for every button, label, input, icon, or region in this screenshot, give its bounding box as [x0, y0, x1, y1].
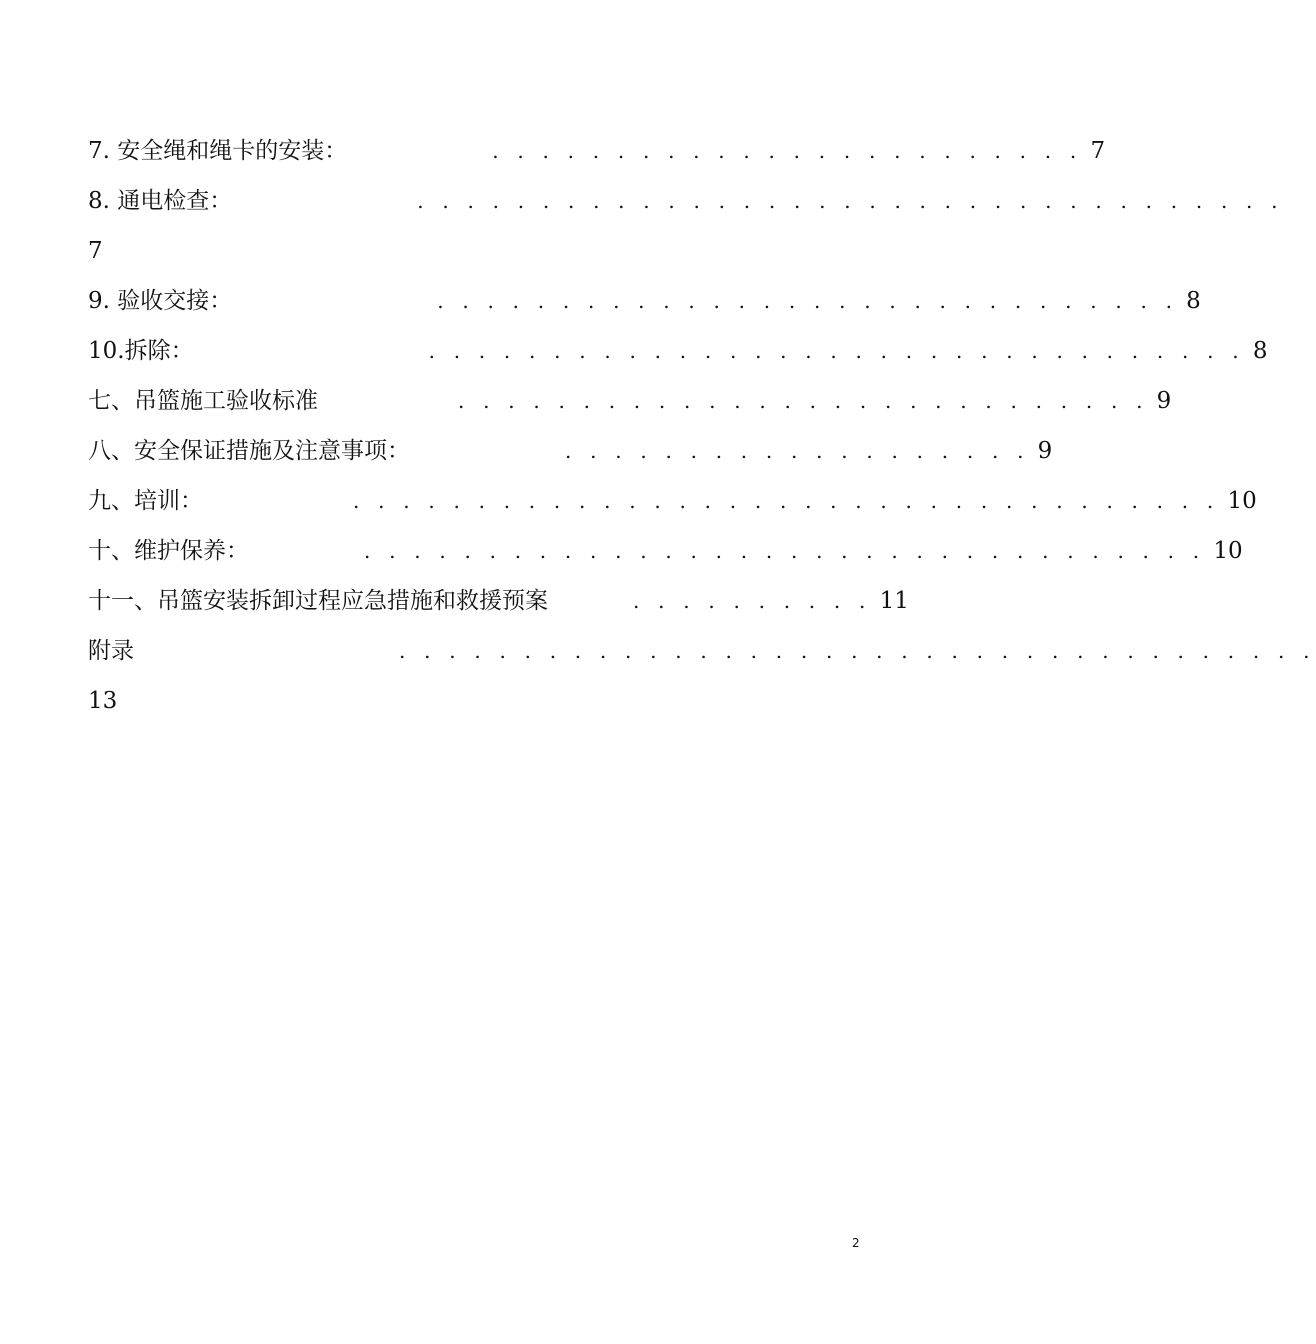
toc-entry-page: 10	[1213, 538, 1243, 564]
toc-entry[interactable]	[88, 376, 1172, 426]
toc-leader: . . . . . . . . . . . . . . . . . . . . . . . . . . . . . . . . . .	[364, 539, 1206, 563]
toc-entry-title: 附录	[88, 638, 134, 664]
toc-entry[interactable]	[88, 326, 1268, 376]
toc-leader: . . . . . . . . . . . . . . . . . . . . . . . .	[492, 139, 1083, 163]
toc-entry[interactable]	[88, 626, 1316, 676]
page-number: 2	[852, 1236, 860, 1250]
toc-entry-title: 九、培训：	[88, 488, 203, 514]
toc-entry-title: 七、吊篮施工验收标准	[88, 388, 318, 414]
toc-entry-page: 9	[1037, 438, 1053, 464]
toc-entry[interactable]	[88, 176, 1284, 226]
toc-entry-title: 9. 验收交接：	[88, 288, 233, 314]
toc-entry-title: 十一、吊篮安装拆卸过程应急措施和救援预案	[88, 588, 548, 614]
toc-entry-title: 8. 通电检查：	[88, 188, 233, 214]
toc-leader: . . . . . . . . . . . . . . . . . . . . . . . . . . . . . . . . . . .	[353, 489, 1220, 513]
toc-leader: . . . . . . . . . .	[633, 589, 872, 613]
toc-entry[interactable]	[88, 526, 1243, 576]
toc-entry-page: 10	[1227, 488, 1257, 514]
toc-entry-page: 8	[1252, 338, 1268, 364]
toc-leader: . . . . . . . . . . . . . . . . . . . . . . . . . . . . . . . . . . . . .	[399, 639, 1316, 663]
toc-entry-page-wrapped: 7	[88, 238, 103, 264]
toc-entry-title: 7. 安全绳和绳卡的安装：	[88, 138, 348, 164]
toc-entry[interactable]	[88, 126, 1106, 176]
toc-entry-page: 8	[1186, 288, 1201, 314]
toc-entry[interactable]	[88, 426, 1053, 476]
toc-entry-title: 十、维护保养：	[88, 538, 249, 564]
toc-leader: . . . . . . . . . . . . . . . . . . . . . . . . . . . . . . . . .	[428, 339, 1245, 363]
toc-entry-page: 7	[1090, 138, 1106, 164]
toc-leader: . . . . . . . . . . . . . . . . . . . . . . . . . . . .	[458, 389, 1149, 413]
toc-entry-page: 11	[879, 588, 909, 614]
toc-leader: . . . . . . . . . . . . . . . . . . .	[565, 439, 1030, 463]
table-of-contents	[88, 126, 1316, 726]
toc-entry-page-wrapped: 13	[88, 688, 118, 714]
toc-entry-title: 10.拆除：	[88, 338, 194, 364]
toc-entry[interactable]	[88, 476, 1257, 526]
toc-entry[interactable]	[88, 576, 909, 626]
toc-leader: . . . . . . . . . . . . . . . . . . . . . . . . . . . . . . . . . . .	[417, 189, 1284, 213]
toc-entry[interactable]	[88, 276, 1201, 326]
toc-leader: . . . . . . . . . . . . . . . . . . . . . . . . . . . . . .	[437, 289, 1179, 313]
toc-entry-title: 八、安全保证措施及注意事项：	[88, 438, 410, 464]
toc-entry-page: 9	[1156, 388, 1172, 414]
